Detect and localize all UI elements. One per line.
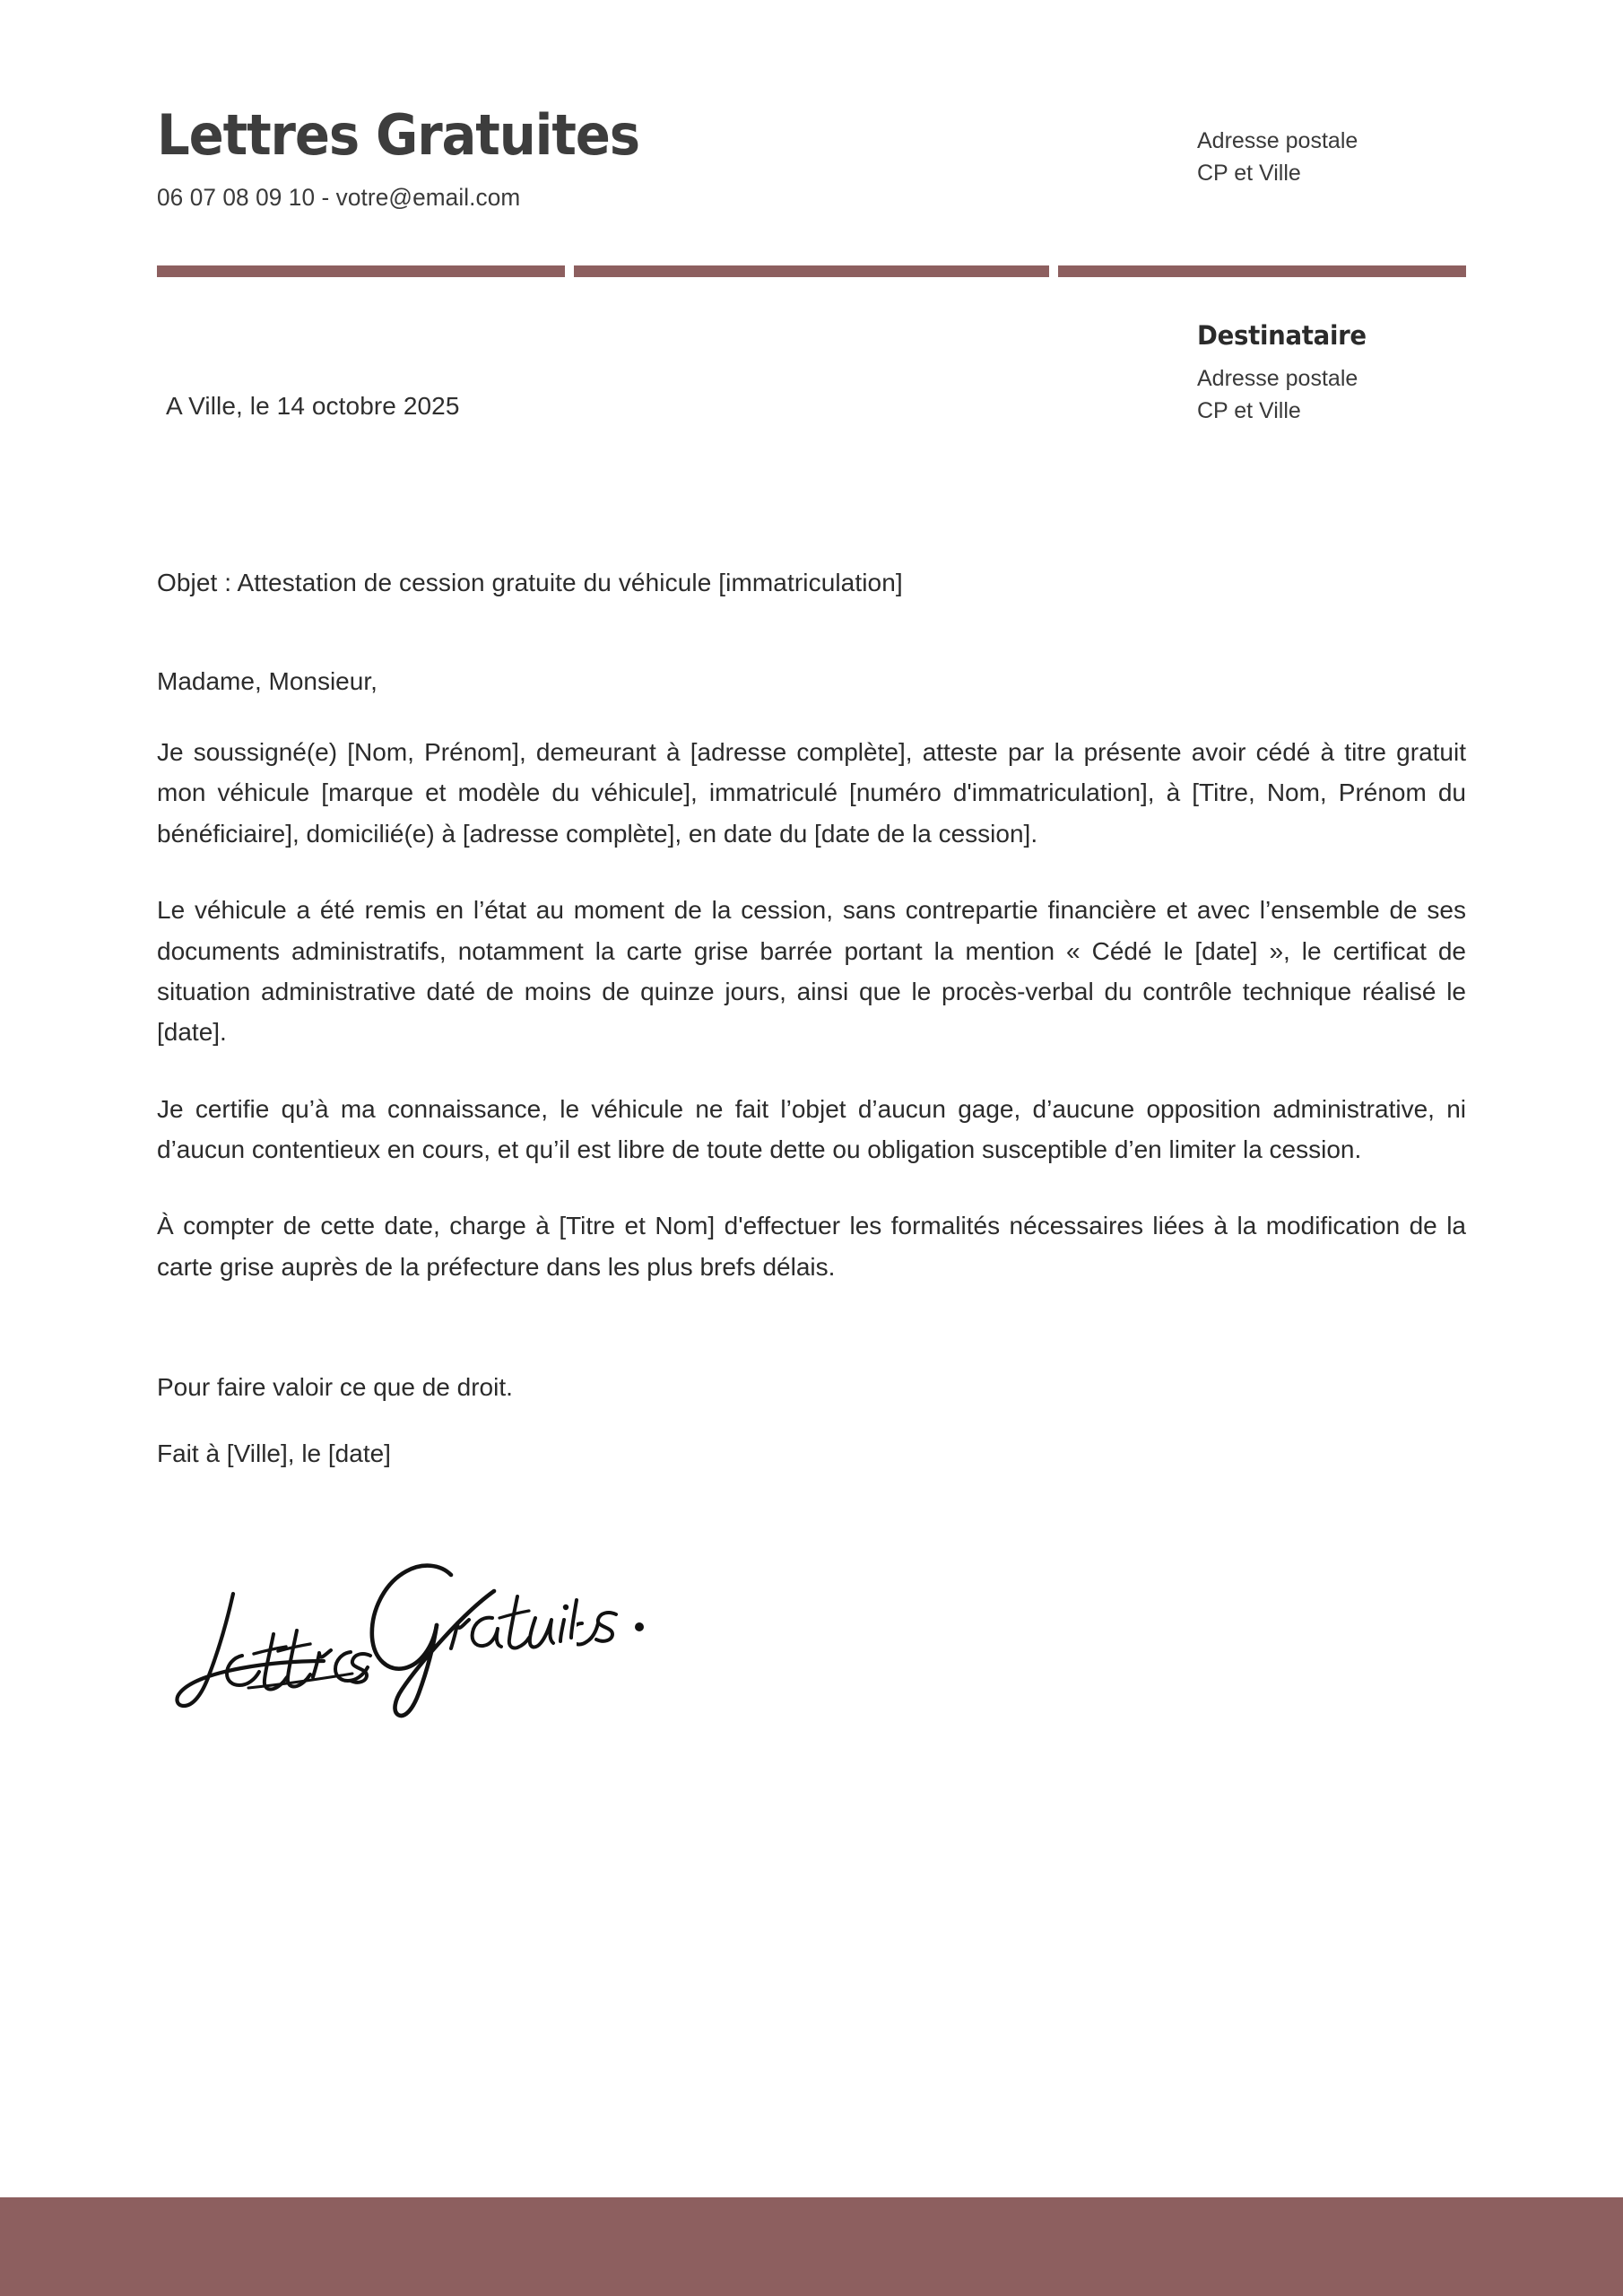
recipient-name: Destinataire: [1197, 320, 1367, 352]
sender-block: [157, 102, 675, 212]
recipient-address-line-1: Adresse postale: [1197, 366, 1358, 392]
sender-address-line-2: CP et Ville: [1197, 160, 1301, 186]
closing-line-1: Pour faire valoir ce que de droit.: [157, 1373, 513, 1402]
footer-accent-bar: [0, 2197, 1623, 2296]
subject-line: Objet : Attestation de cession gratuite du véhicule [immatriculation]: [157, 569, 903, 597]
letter-meta: [157, 277, 1466, 465]
recipient-block: [1197, 320, 1466, 427]
sender-address-line-1: Adresse postale: [1197, 128, 1358, 153]
body-paragraph-3: Je certifie qu’à ma connaissance, le véhicule ne fait l’objet d’aucun gage, d’aucune opposition administrative, ni d’aucun contentieux en cours, et qu’il est libre de toute dette ou obligation susceptible d’en limiter la cession.: [157, 1094, 1466, 1163]
date-line: A Ville, le 14 octobre 2025: [166, 392, 460, 421]
accent-rule-right: [1058, 265, 1466, 277]
closing-line-2: Fait à [Ville], le [date]: [157, 1439, 391, 1468]
letter-header: [157, 0, 1466, 212]
salutation: Madame, Monsieur,: [157, 667, 378, 696]
brand-title: Lettres Gratuites: [157, 102, 639, 168]
handwritten-signature-icon: [148, 1562, 578, 1733]
accent-rule-left: [157, 265, 565, 277]
body-paragraph-4: À compter de cette date, charge à [Titre et Nom] d'effectuer les formalités nécessaires liées à la modification de la carte grise auprès de la préfecture dans les plus brefs délais.: [157, 1212, 1466, 1281]
sender-address-block: [1197, 106, 1466, 189]
handwritten-signature-tail-icon: [577, 1575, 756, 1683]
signature-block: [157, 1562, 1466, 1760]
recipient-address-line-2: CP et Ville: [1197, 397, 1301, 423]
body-paragraph-2: Le véhicule a été remis en l’état au moment de la cession, sans contrepartie financière et avec l’ensemble de ses documents administratifs, notamment la carte grise barrée portant la mention « Cédé le [date] », le certificat de situation administrative daté de moins de quinze jours, ainsi que le procès-verbal du contrôle technique réalisé le [date].: [157, 896, 1466, 1047]
body-paragraph-1: Je soussigné(e) [Nom, Prénom], demeurant à [adresse complète], atteste par la présente avoir cédé à titre gratuit mon véhicule [marque et modèle du véhicule], immatriculé [numéro d'immatriculation], à [Titre, Nom, Prénom du bénéficiaire], domicilié(e) à [adresse complète], en date du [date de la cession].: [157, 738, 1466, 848]
accent-rule-middle: [574, 265, 1049, 277]
sender-contact-line: 06 07 08 09 10 - votre@email.com: [157, 184, 521, 212]
accent-rule-group: [157, 265, 1466, 277]
letter-content: [157, 0, 1466, 1760]
